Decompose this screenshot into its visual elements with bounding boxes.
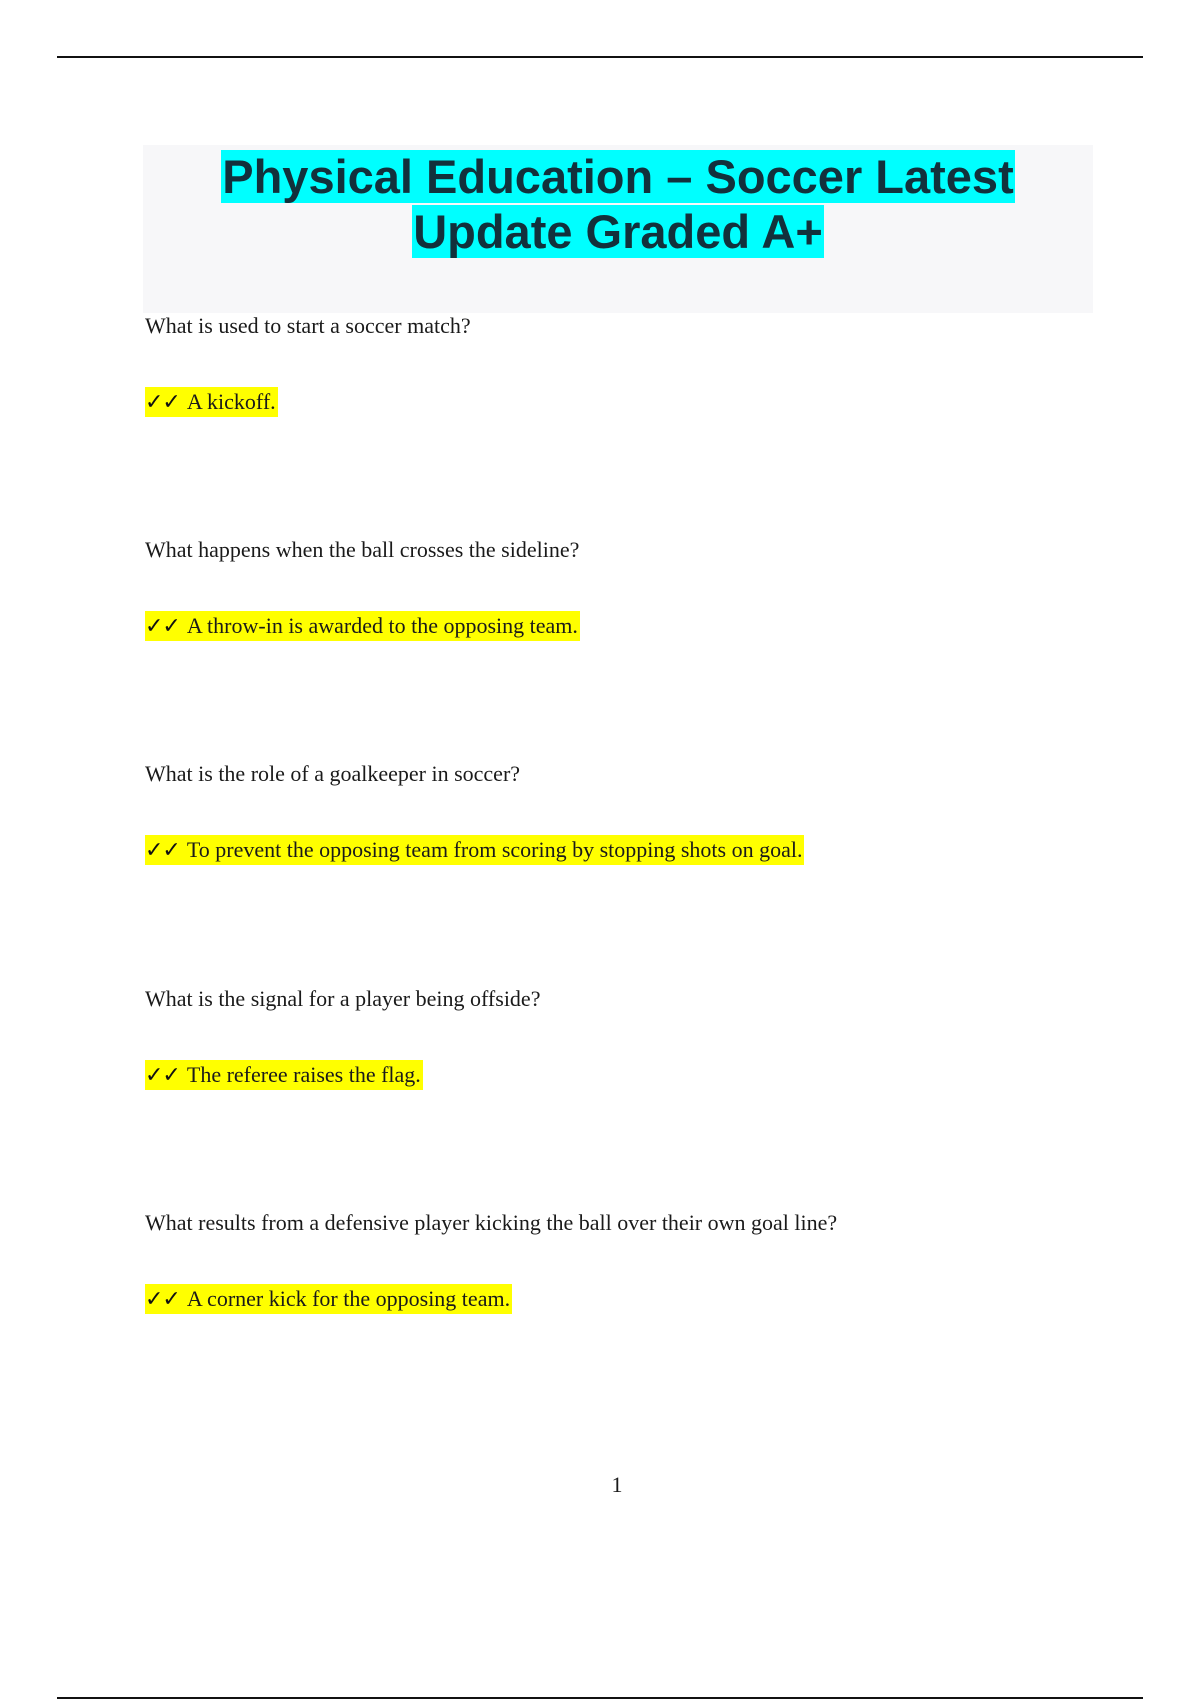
checkmark-icon: ✓✓: [145, 1063, 180, 1088]
answer-highlight: [145, 387, 278, 417]
answer-2: [145, 612, 580, 641]
answer-highlight: [145, 835, 804, 865]
answer-text: A kickoff.: [186, 389, 276, 414]
answer-highlight: [145, 1284, 512, 1314]
title-block: [143, 145, 1093, 313]
footer-rule: [57, 1697, 1143, 1699]
answer-highlight: [145, 1060, 423, 1090]
title-line-1: Physical Education – Soccer Latest: [222, 150, 1014, 203]
question-3: What is the role of a goalkeeper in soccer?: [145, 761, 521, 786]
checkmark-icon: ✓✓: [145, 614, 180, 639]
question-4: What is the signal for a player being offside?: [145, 986, 541, 1011]
answer-text: To prevent the opposing team from scoring by stopping shots on goal.: [186, 837, 803, 862]
answer-3: [145, 836, 804, 865]
answer-5: [145, 1285, 512, 1314]
answer-text: A corner kick for the opposing team.: [186, 1286, 511, 1311]
title-line-2: Update Graded A+: [413, 205, 823, 258]
answer-text: The referee raises the flag.: [186, 1062, 421, 1087]
question-2: What happens when the ball crosses the sideline?: [145, 537, 580, 562]
document-title: [143, 145, 1093, 259]
question-1: What is used to start a soccer match?: [145, 313, 471, 338]
page-number: 1: [611, 1472, 623, 1497]
header-rule: [57, 56, 1143, 58]
answer-text: A throw-in is awarded to the opposing team.: [186, 613, 578, 638]
answer-highlight: [145, 611, 580, 641]
checkmark-icon: ✓✓: [145, 838, 180, 863]
answer-1: [145, 388, 278, 417]
question-5: What results from a defensive player kicking the ball over their own goal line?: [145, 1210, 838, 1235]
answer-4: [145, 1061, 423, 1090]
checkmark-icon: ✓✓: [145, 1287, 180, 1312]
checkmark-icon: ✓✓: [145, 390, 180, 415]
